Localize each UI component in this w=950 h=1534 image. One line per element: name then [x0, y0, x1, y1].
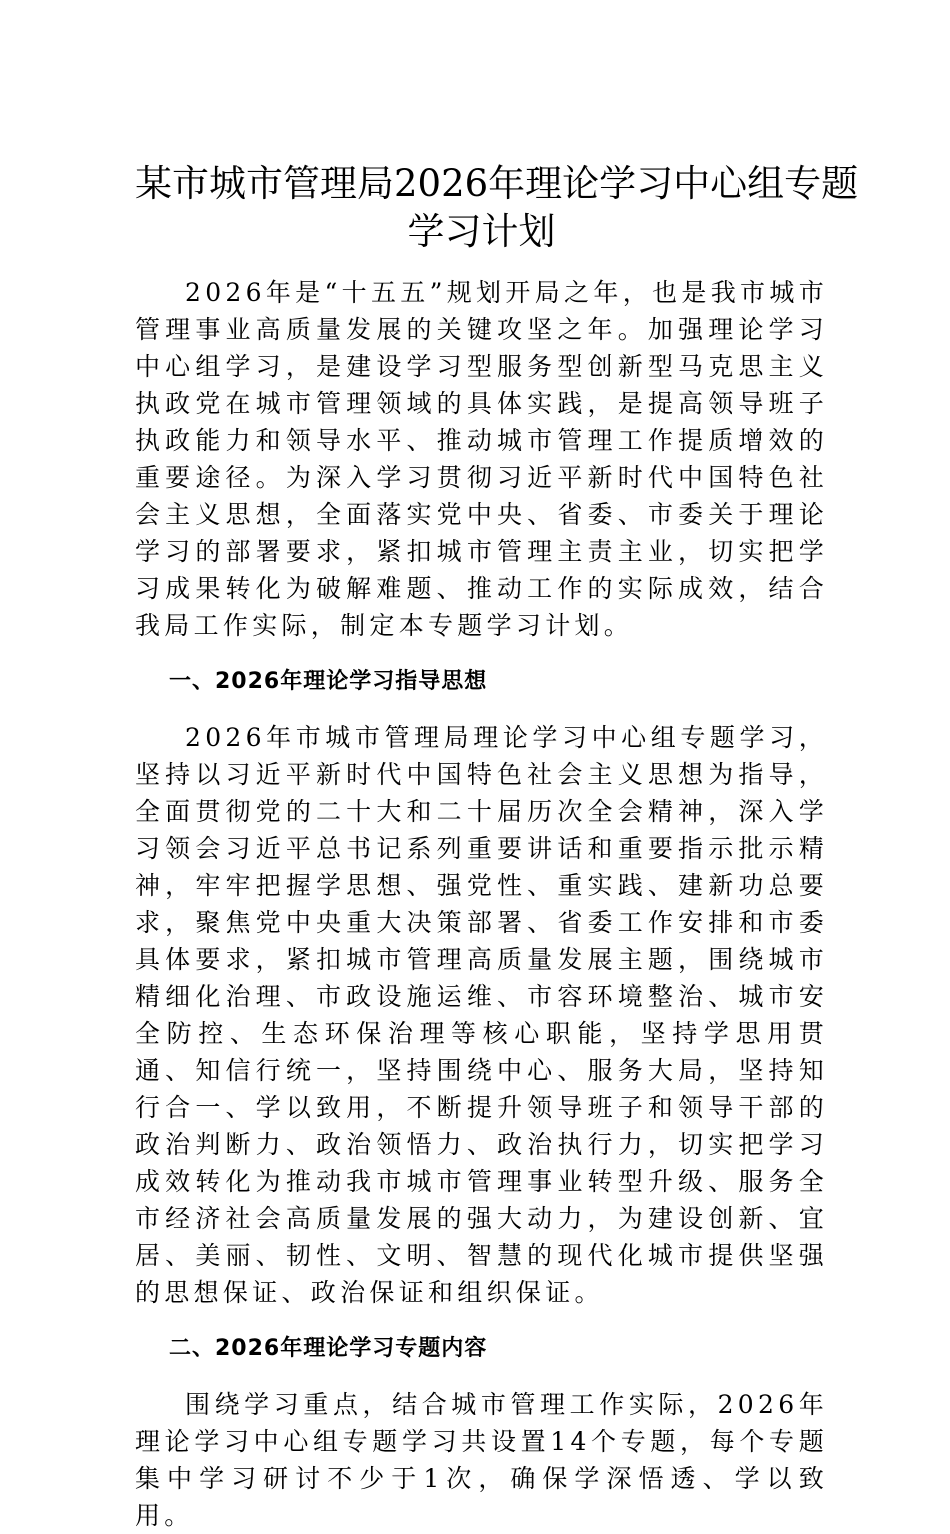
section-1-paragraph: 2026年市城市管理局理论学习中心组专题学习，坚持以习近平新时代中国特色社会主义思想为指导，全面贯彻党的二十大和二十届历次全会精神，深入学习领会习近平总书记系列重要讲话和重要指示批示精神，牢牢把握学思想、强党性、重实践、建新功总要求，聚焦党中央重大决策部署、省委工作安排和市委具体要求，紧扣城市管理高质量发展主题，围绕城市精细化治理、市政设施运维、市容环境整治、城市安全防控、生态环保治理等核心职能，坚持学思用贯通、知信行统一，坚持围绕中心、服务大局，坚持知行合一、学以致用，不断提升领导班子和领导干部的政治判断力、政治领悟力、政治执行力，切实把学习成效转化为推动我市城市管理事业转型升级、服务全市经济社会高质量发展的强大动力，为建设创新、宜居、美丽、韧性、文明、智慧的现代化城市提供坚强的思想保证、政治保证和组织保证。 [135, 723, 828, 1307]
section-1-heading: 一、2026年理论学习指导思想 [169, 669, 488, 694]
document-body [135, 274, 828, 1534]
section-2-paragraph: 围绕学习重点，结合城市管理工作实际，2026年理论学习中心组专题学习共设置14个专题，每个专题集中学习研讨不少于1次，确保学深悟透、学以致用。 [135, 1390, 828, 1530]
title-line-1: 某市城市管理局2026年理论学习中心组专题 [135, 162, 859, 205]
intro-paragraph: 2026年是“十五五”规划开局之年，也是我市城市管理事业高质量发展的关键攻坚之年。加强理论学习中心组学习，是建设学习型服务型创新型马克思主义执政党在城市管理领域的具体实践，是提高领导班子执政能力和领导水平、推动城市管理工作提质增效的重要途径。为深入学习贯彻习近平新时代中国特色社会主义思想，全面落实党中央、省委、市委关于理论学习的部署要求，紧扣城市管理主责主业，切实把学习成果转化为破解难题、推动工作的实际成效，结合我局工作实际，制定本专题学习计划。 [135, 278, 828, 640]
document-title [135, 160, 859, 256]
title-line-2: 学习计划 [407, 210, 556, 253]
section-2-heading: 二、2026年理论学习专题内容 [169, 1336, 488, 1361]
